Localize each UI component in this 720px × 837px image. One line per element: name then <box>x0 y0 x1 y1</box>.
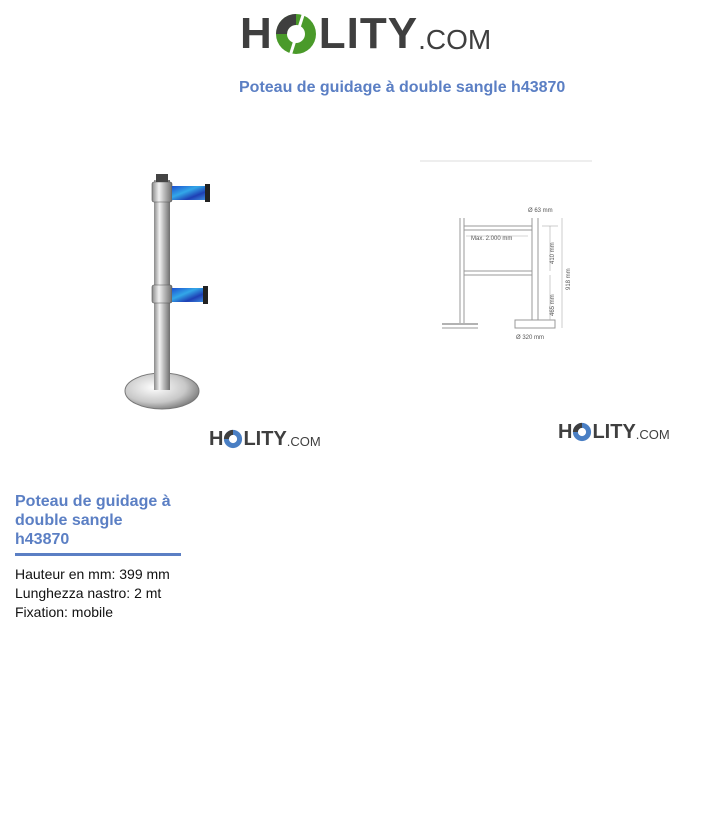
small-brand-logo <box>558 422 670 442</box>
logo-text-left: H <box>558 421 573 443</box>
logo-domain: .COM <box>286 434 321 449</box>
spec-line: Fixation: mobile <box>15 604 114 620</box>
drawing-label-height-total: 918 mm <box>566 268 572 290</box>
page-title: Poteau de guidage à double sangle h43870 <box>239 79 566 96</box>
logo-text-left: H <box>209 428 224 450</box>
spec-line: Hauteur en mm: 399 mm <box>15 566 170 582</box>
title-divider <box>15 553 181 556</box>
logo-domain: .COM <box>635 427 670 442</box>
drawing-label-diameter-base: Ø 320 mm <box>516 335 545 341</box>
logo-o-icon <box>223 429 243 449</box>
logo-o-icon <box>572 422 592 442</box>
logo-o-icon <box>274 12 318 56</box>
logo-text-right: LITY <box>243 428 287 450</box>
logo-domain: .COM <box>418 24 492 55</box>
small-brand-logo <box>209 429 321 449</box>
drawing-label-max-length: Max. 2.000 mm <box>471 236 513 242</box>
spec-line: Lunghezza nastro: 2 mt <box>15 585 162 601</box>
technical-drawing <box>420 158 600 348</box>
brand-logo[interactable] <box>240 9 492 58</box>
logo-text-right: LITY <box>592 421 636 443</box>
logo-text-left: H <box>240 9 273 58</box>
drawing-label-height-lower: 465 mm <box>550 294 556 316</box>
product-title: Poteau de guidage à double sangle h43870 <box>15 493 171 548</box>
stanchion-photo <box>110 170 230 415</box>
drawing-label-height-upper: 410 mm <box>550 242 556 264</box>
drawing-label-diameter-top: Ø 63 mm <box>528 208 553 214</box>
product-specs <box>15 565 170 622</box>
logo-text-right: LITY <box>318 9 419 58</box>
